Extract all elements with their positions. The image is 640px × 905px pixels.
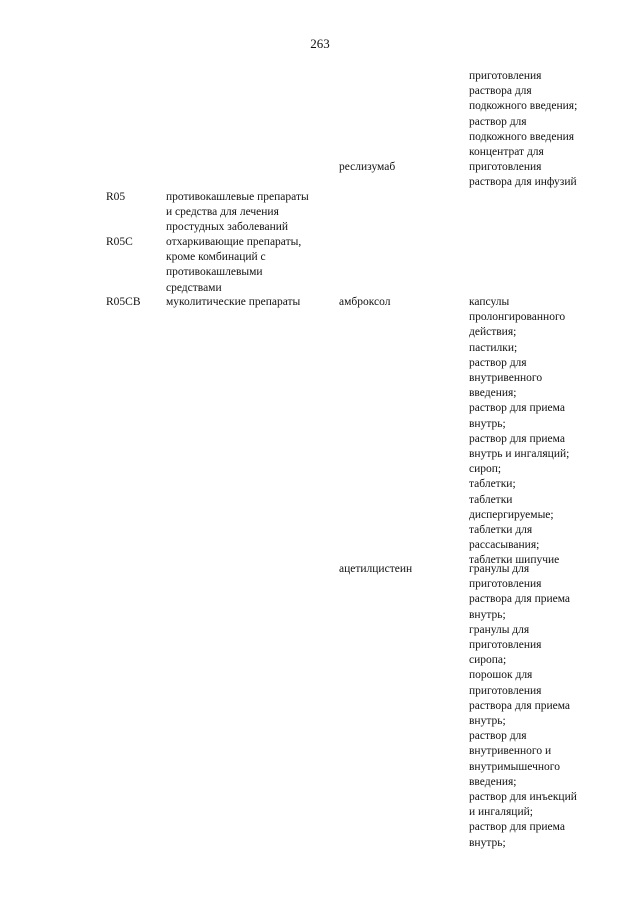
form-line: приготовления: [469, 684, 542, 697]
form-line: раствора для: [469, 85, 532, 98]
drug-name-acetylcysteine: ацетилцистеин: [339, 563, 413, 575]
form-line: капсулы: [469, 296, 510, 308]
form-line: гранулы для: [469, 563, 530, 575]
form-line: таблетки для: [469, 524, 533, 537]
group-name-r05cb: [166, 295, 330, 310]
form-line: раствор для: [469, 356, 527, 369]
form-line: приготовления: [469, 639, 542, 652]
dosage-forms-acetylcysteine: [469, 562, 597, 851]
form-line: подкожного введения;: [469, 100, 578, 113]
form-line: порошок для: [469, 669, 533, 682]
form-line: пролонгированного: [469, 311, 566, 324]
atc-code-r05c: R05C: [106, 236, 133, 248]
form-line: действия;: [469, 326, 517, 339]
form-line: внутривенного: [469, 372, 543, 385]
drug-name-reslizumab: реслизумаб: [339, 161, 396, 173]
group-line: противокашлевые препараты: [166, 191, 309, 203]
form-line: таблетки: [469, 493, 513, 506]
form-line: внутримышечного: [469, 760, 560, 773]
form-line: приготовления: [469, 161, 542, 174]
form-line: подкожного введения: [469, 130, 575, 143]
form-line: пастилки;: [469, 341, 518, 354]
form-line: раствор для: [469, 730, 527, 743]
form-line: таблетки шипучие: [469, 554, 560, 567]
form-line: сиропа;: [469, 654, 507, 667]
form-line: раствора для приема: [469, 593, 571, 606]
group-line: отхаркивающие препараты,: [166, 236, 302, 248]
form-line: внутрь;: [469, 608, 506, 621]
form-line: раствор для инъекций: [469, 791, 577, 804]
dosage-forms-continued: [469, 69, 597, 191]
form-line: внутрь;: [469, 417, 506, 430]
form-line: раствор для: [469, 115, 527, 128]
form-line: введения;: [469, 775, 517, 788]
form-line: раствор для приема: [469, 402, 565, 415]
group-name-r05: [166, 190, 330, 236]
dosage-forms-ambroxol: [469, 295, 597, 569]
form-line: внутрь;: [469, 836, 506, 849]
group-name-r05c: [166, 235, 330, 296]
group-line: кроме комбинаций с: [166, 251, 266, 264]
form-line: таблетки;: [469, 478, 516, 491]
form-line: раствора для инфузий: [469, 176, 577, 189]
form-line: внутривенного и: [469, 745, 552, 758]
form-line: приготовления: [469, 70, 542, 82]
atc-code-r05: R05: [106, 191, 126, 203]
form-line: раствора для приема: [469, 699, 571, 712]
form-line: раствор для приема: [469, 821, 565, 834]
form-line: диспергируемые;: [469, 508, 554, 521]
form-line: сироп;: [469, 463, 502, 476]
form-line: внутрь;: [469, 715, 506, 728]
form-line: внутрь и ингаляций;: [469, 448, 570, 461]
form-line: раствор для приема: [469, 432, 565, 445]
group-line: простудных заболеваний: [166, 221, 289, 234]
form-line: введения;: [469, 387, 517, 400]
group-line: и средства для лечения: [166, 206, 279, 219]
form-line: и ингаляций;: [469, 806, 533, 819]
group-line: средствами: [166, 281, 222, 294]
group-line: противокашлевыми: [166, 266, 263, 279]
form-line: рассасывания;: [469, 539, 540, 552]
drug-name-ambroxol: амброксол: [339, 296, 391, 308]
group-line: муколитические препараты: [166, 296, 301, 308]
form-line: приготовления: [469, 578, 542, 591]
form-line: гранулы для: [469, 623, 530, 636]
page-number: 263: [310, 36, 330, 51]
form-line: концентрат для: [469, 146, 544, 159]
atc-code-r05cb: R05CB: [106, 296, 141, 308]
